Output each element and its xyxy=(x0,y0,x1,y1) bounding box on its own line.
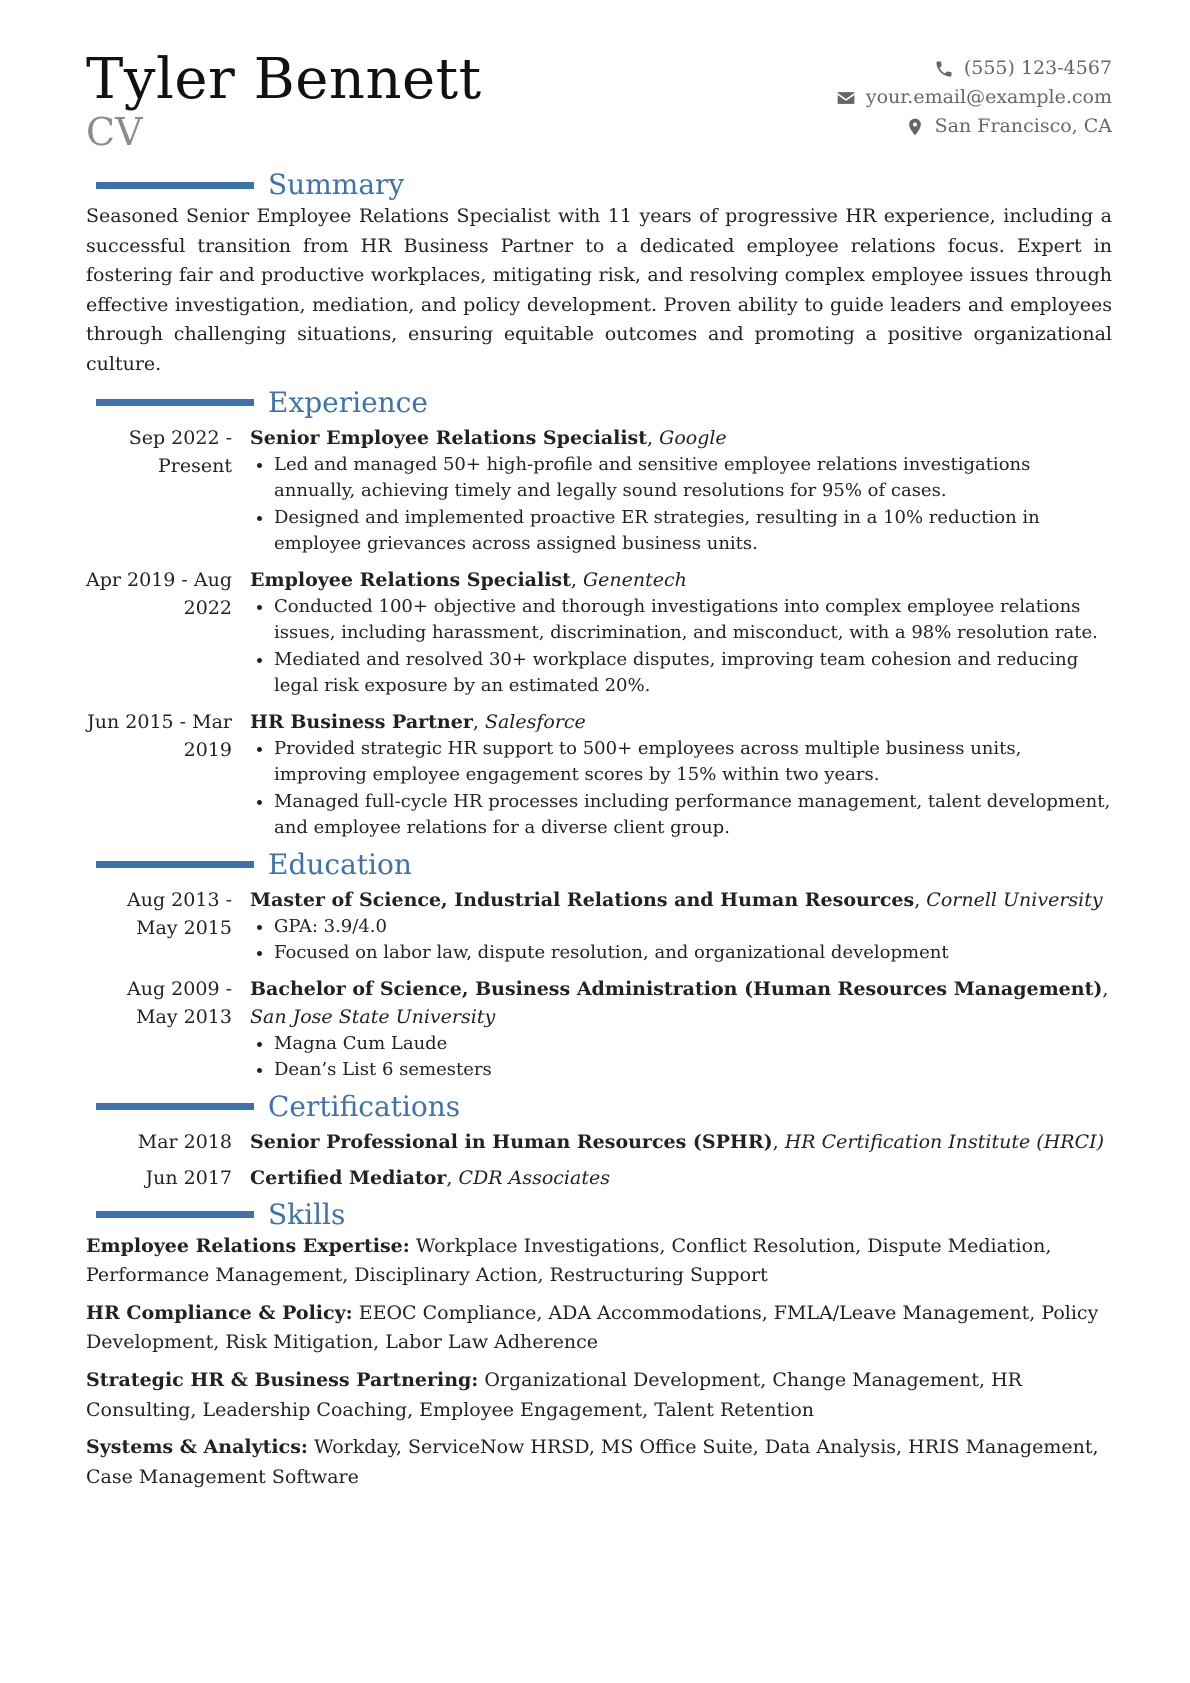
document-subtitle: CV xyxy=(86,110,143,154)
entry-org: CDR Associates xyxy=(458,1166,610,1189)
section-title-experience: Experience xyxy=(268,385,428,419)
skill-items: Workday, ServiceNow HRSD, MS Office Suite, Data Analysis, HRIS Management, Case Management Software xyxy=(86,1436,1099,1488)
entry-date: Aug 2013 - May 2015 xyxy=(127,888,232,939)
bullet-item: • Designed and implemented proactive ER strategies, resulting in a 10% reduction in employee grievances across assigned business units. xyxy=(274,505,1112,558)
contact-location xyxy=(836,112,1112,141)
entry-date: Apr 2019 - Aug 2022 xyxy=(86,568,232,619)
bullet-item: • Conducted 100+ objective and thorough investigations into complex employee relations issues, including harassment, discrimination, and misconduct, with a 98% resolution rate. xyxy=(274,594,1112,647)
education-list xyxy=(86,886,1112,1084)
contact-email xyxy=(836,83,1112,112)
entry-date: Jun 2017 xyxy=(145,1166,232,1189)
envelope-icon xyxy=(836,88,856,108)
email-address[interactable]: your.email@example.com xyxy=(865,86,1112,108)
entry-date: Jun 2015 - Mar 2019 xyxy=(87,710,232,761)
entry-title: Employee Relations Specialist xyxy=(250,568,571,591)
bullet-item: • Dean’s List 6 semesters xyxy=(274,1057,1112,1084)
entry-org: Genentech xyxy=(583,568,687,591)
experience-list xyxy=(86,424,1112,842)
entry-title: Bachelor of Science, Business Administration (Human Resources Management) xyxy=(250,977,1103,1000)
entry-org: San Jose State University xyxy=(250,1005,496,1028)
entry-date: Mar 2018 xyxy=(137,1130,232,1153)
bullet-item: • Mediated and resolved 30+ workplace disputes, improving team cohesion and reducing legal risk exposure by an estimated 20%. xyxy=(274,647,1112,700)
certification-entry: Jun 2017 Certified Mediator, CDR Associates xyxy=(86,1164,1112,1192)
skill-group xyxy=(86,1366,1112,1425)
entry-date: Aug 2009 - May 2013 xyxy=(127,977,232,1028)
skill-label: Systems & Analytics: xyxy=(86,1436,308,1459)
section-header-education xyxy=(86,848,1112,882)
section-title-certifications: Certifications xyxy=(268,1089,461,1123)
experience-entry: Apr 2019 - Aug 2022 Employee Relations Specialist, Genentech • Conducted 100+ objective and thorough investigations into complex employee relations issues, including harassment, discrimination, and misconduct, with a 98% resolution rate. • Mediated and resolved 30+ workplace disputes, improving team cohesion and reducing legal risk exposure by an estimated 20%. xyxy=(86,566,1112,700)
entry-org: Cornell University xyxy=(926,888,1103,911)
resume-header xyxy=(86,47,1112,162)
section-accent-bar xyxy=(96,399,254,406)
section-accent-bar xyxy=(96,861,254,868)
education-entry: Aug 2013 - May 2015 Master of Science, Industrial Relations and Human Resources, Cornell University • GPA: 3.9/4.0 • Focused on labor law, dispute resolution, and organizational development xyxy=(86,886,1112,967)
entry-title: HR Business Partner xyxy=(250,710,473,733)
candidate-name: Tyler Bennett xyxy=(86,47,482,112)
entry-title: Senior Employee Relations Specialist xyxy=(250,426,648,449)
skills-list xyxy=(86,1232,1112,1493)
certifications-list xyxy=(86,1128,1112,1192)
entry-bullets xyxy=(250,736,1112,842)
section-header-skills xyxy=(86,1198,1112,1232)
section-title-education: Education xyxy=(268,847,412,881)
contact-info xyxy=(836,54,1112,141)
skill-label: Strategic HR & Business Partnering: xyxy=(86,1368,479,1391)
education-entry: Aug 2009 - May 2013 Bachelor of Science, Business Administration (Human Resources Management), San Jose State University • Magna Cum Laude • Dean’s List 6 semesters xyxy=(86,975,1112,1084)
entry-bullets xyxy=(250,594,1112,700)
bullet-item: • Focused on labor law, dispute resolution, and organizational development xyxy=(274,940,1112,967)
entry-org: Google xyxy=(659,426,727,449)
bullet-item: • Managed full-cycle HR processes including performance management, talent development, and employee relations for a diverse client group. xyxy=(274,789,1112,842)
section-header-certifications xyxy=(86,1090,1112,1124)
section-title-skills: Skills xyxy=(268,1197,346,1231)
entry-date: Sep 2022 - Present xyxy=(128,426,232,477)
skill-group xyxy=(86,1433,1112,1492)
entry-bullets xyxy=(250,452,1112,558)
section-header-summary xyxy=(86,168,1112,202)
experience-entry: Jun 2015 - Mar 2019 HR Business Partner, Salesforce • Provided strategic HR support to 500+ employees across multiple business units, improving employee engagement scores by 15% within two years. • Managed full-cycle HR processes including performance management, talent development, and employee relations for a diverse client group. xyxy=(86,708,1112,842)
bullet-item: • Provided strategic HR support to 500+ employees across multiple business units, improving employee engagement scores by 15% within two years. xyxy=(274,736,1112,789)
entry-bullets xyxy=(250,1031,1112,1084)
entry-title: Master of Science, Industrial Relations and Human Resources xyxy=(250,888,915,911)
skill-label: Employee Relations Expertise: xyxy=(86,1234,410,1257)
bullet-item: • Led and managed 50+ high-profile and sensitive employee relations investigations annually, achieving timely and legally sound resolutions for 95% of cases. xyxy=(274,452,1112,505)
skill-items: Workplace Investigations, Conflict Resolution, Dispute Mediation, Performance Management, Disciplinary Action, Restructuring Support xyxy=(86,1234,1052,1287)
entry-title: Senior Professional in Human Resources (SPHR) xyxy=(250,1130,773,1153)
skill-group xyxy=(86,1299,1112,1358)
entry-title: Certified Mediator xyxy=(250,1166,447,1189)
entry-org: Salesforce xyxy=(484,710,586,733)
skill-label: HR Compliance & Policy: xyxy=(86,1301,353,1324)
section-accent-bar xyxy=(96,1103,254,1110)
skill-items: Organizational Development, Change Management, HR Consulting, Leadership Coaching, Employee Engagement, Talent Retention xyxy=(86,1368,1022,1421)
bullet-item: • Magna Cum Laude xyxy=(274,1031,1112,1058)
map-marker-icon xyxy=(905,117,925,137)
phone-icon xyxy=(934,59,954,79)
contact-phone xyxy=(836,54,1112,83)
experience-entry: Sep 2022 - Present Senior Employee Relations Specialist, Google • Led and managed 50+ high-profile and sensitive employee relations investigations annually, achieving timely and legally sound resolutions for 95% of cases. • Designed and implemented proactive ER strategies, resulting in a 10% reduction in employee grievances across assigned business units. xyxy=(86,424,1112,558)
section-title-summary: Summary xyxy=(268,168,405,201)
bullet-item: • GPA: 3.9/4.0 xyxy=(274,914,1112,941)
entry-bullets xyxy=(250,914,1112,967)
summary-text: Seasoned Senior Employee Relations Specialist with 11 years of progressive HR experience, including a successful transition from HR Business Partner to a dedicated employee relations focus. Expert in fostering fair and productive workplaces, mitigating risk, and resolving complex employee issues through effective investigation, mediation, and policy development. Proven ability to guide leaders and employees through challenging situations, ensuring equitable outcomes and promoting a positive organizational culture. xyxy=(86,205,1112,375)
location-text: San Francisco, CA xyxy=(934,115,1112,137)
entry-org: HR Certification Institute (HRCI) xyxy=(784,1130,1105,1153)
certification-entry: Mar 2018 Senior Professional in Human Resources (SPHR), HR Certification Institute (HRCI) xyxy=(86,1128,1112,1156)
phone-number: (555) 123-4567 xyxy=(963,57,1112,79)
skill-group xyxy=(86,1232,1112,1291)
section-header-experience xyxy=(86,386,1112,420)
skill-items: EEOC Compliance, ADA Accommodations, FMLA/Leave Management, Policy Development, Risk Mitigation, Labor Law Adherence xyxy=(86,1301,1099,1354)
section-accent-bar xyxy=(96,1211,254,1218)
section-accent-bar xyxy=(96,182,254,189)
